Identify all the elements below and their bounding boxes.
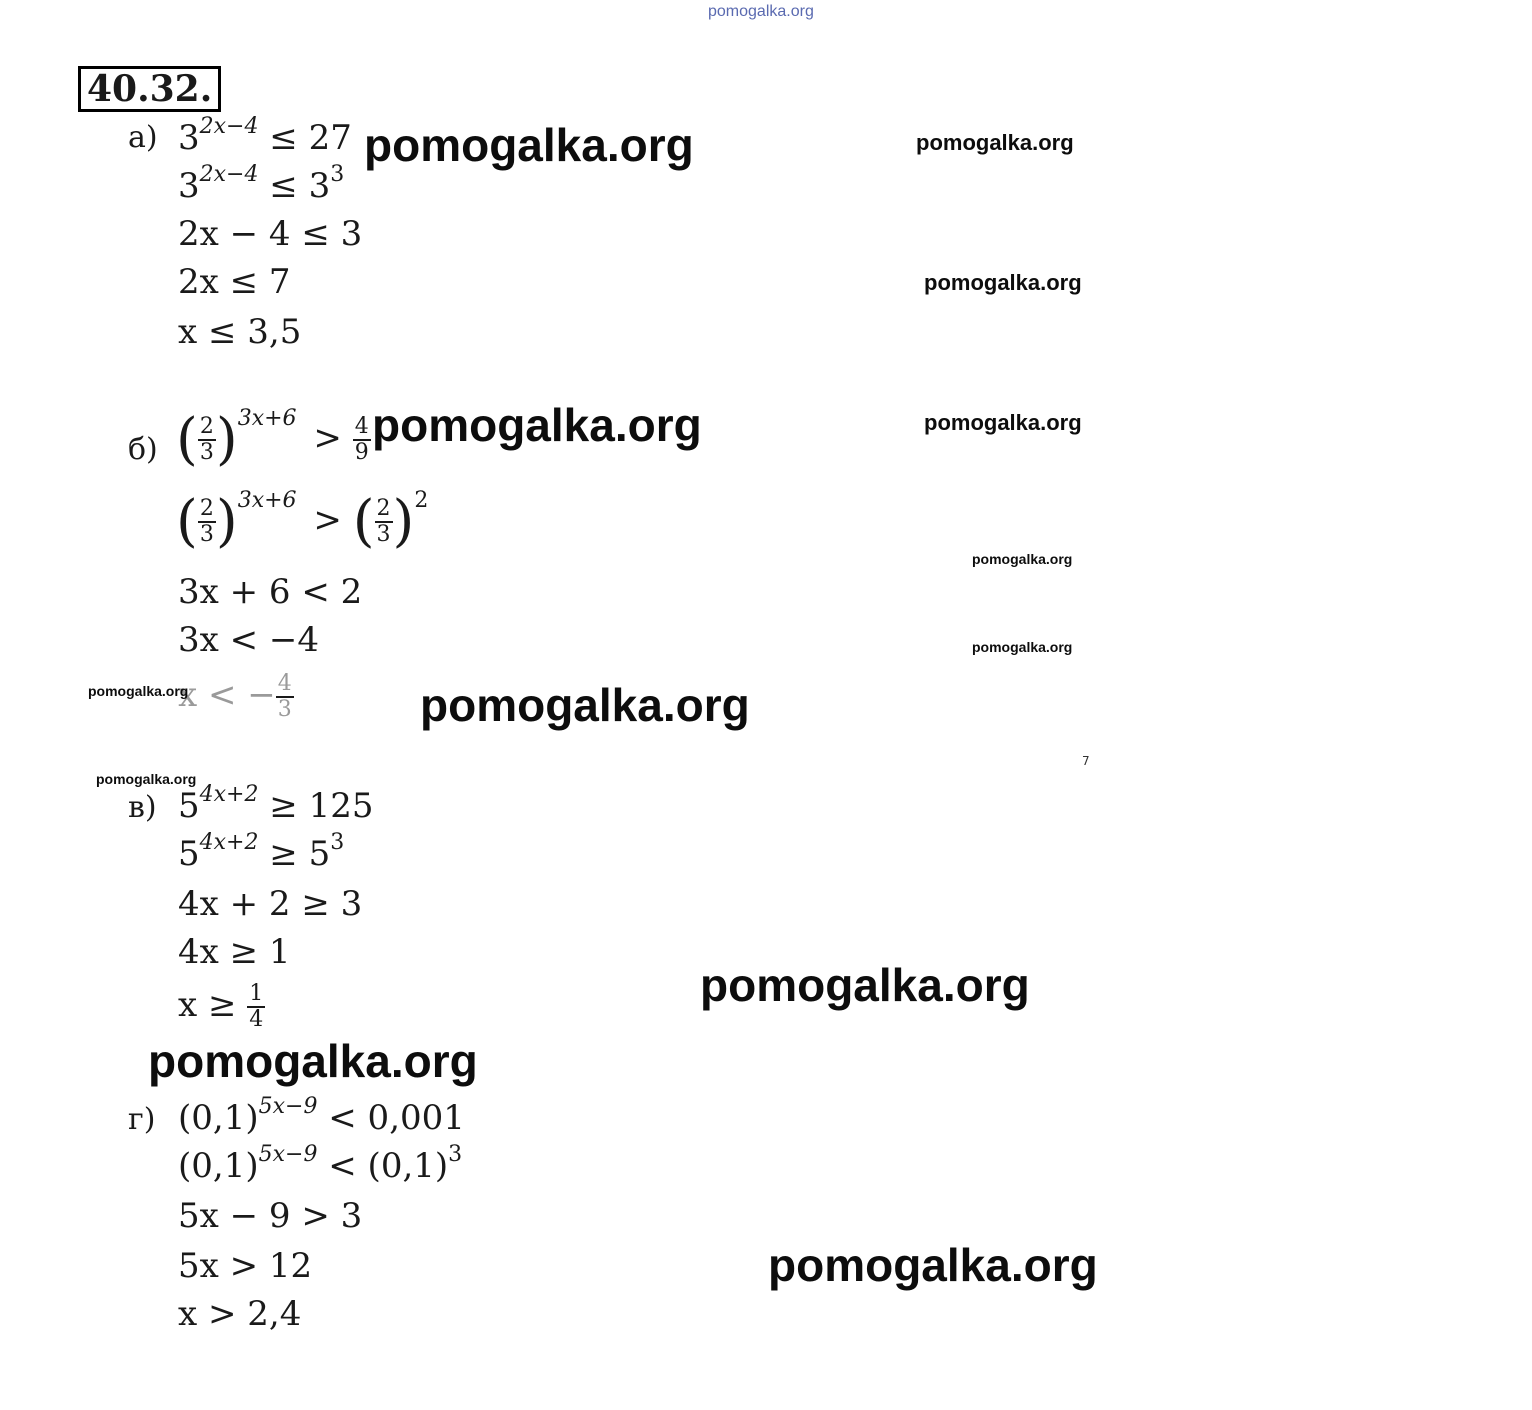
watermark: pomogalka.org bbox=[420, 679, 750, 731]
rhs-exponent: 3 bbox=[330, 162, 345, 187]
part-c-line-4: 4x ≥ 1 bbox=[178, 932, 291, 972]
part-b-line-2: ( $\frac{2}{3}$ )$^{3x+6}$ > ( $\frac{2}{3}$ )$^2$ bbox=[176, 488, 429, 554]
part-c-line-1 bbox=[178, 782, 374, 831]
part-b-line-5 bbox=[178, 672, 294, 722]
part-c-line-5 bbox=[178, 982, 265, 1032]
rhs: ≤ 3 bbox=[258, 166, 331, 206]
exponent: 2x−4 bbox=[199, 114, 259, 139]
rhs-exponent: 2 bbox=[414, 488, 429, 513]
watermark: pomogalka.org bbox=[364, 119, 694, 171]
top-watermark: pomogalka.org bbox=[708, 3, 814, 20]
part-d-label: г) bbox=[128, 1102, 156, 1137]
fraction: $\frac{1}{4}$ bbox=[249, 981, 264, 1032]
part-c-line-3: 4x + 2 ≥ 3 bbox=[178, 884, 363, 924]
part-b-line-4: 3x < −4 bbox=[178, 620, 320, 660]
part-a-label: а) bbox=[128, 120, 158, 155]
watermark: pomogalka.org bbox=[916, 130, 1074, 155]
part-c-line-2 bbox=[178, 830, 345, 879]
problem-number: 40.32. bbox=[78, 66, 221, 112]
part-a-line-4: 2x ≤ 7 bbox=[178, 262, 291, 302]
part-a-line-5: x ≤ 3,5 bbox=[178, 312, 302, 352]
watermark: pomogalka.org bbox=[924, 410, 1082, 435]
base: 5 bbox=[178, 834, 200, 874]
part-a-line-1 bbox=[178, 114, 352, 163]
part-a-line-3: 2x − 4 ≤ 3 bbox=[178, 214, 363, 254]
watermark: pomogalka.org bbox=[768, 1239, 1098, 1291]
part-b-line-1 bbox=[176, 406, 371, 472]
exponent: 5x−9 bbox=[258, 1094, 318, 1119]
rhs: ≤ 27 bbox=[258, 118, 352, 158]
lhs: x ≥ bbox=[178, 985, 248, 1025]
fraction: $\frac{2}{3}$ bbox=[199, 496, 214, 547]
watermark: pomogalka.org bbox=[972, 551, 1073, 567]
fraction: $\frac{4}{3}$ bbox=[277, 671, 292, 722]
rhs: ≥ 5 bbox=[258, 834, 331, 874]
part-b-line-3: 3x + 6 < 2 bbox=[178, 572, 363, 612]
exponent: 2x−4 bbox=[199, 162, 259, 187]
base: 3 bbox=[178, 118, 200, 158]
rhs-exponent: 3 bbox=[330, 830, 345, 855]
fraction: $\frac{2}{3}$ bbox=[199, 414, 214, 465]
part-d-line-4: 5x > 12 bbox=[178, 1246, 313, 1286]
part-a-line-2 bbox=[178, 162, 345, 211]
watermark: pomogalka.org bbox=[372, 399, 702, 451]
exponent: 4x+2 bbox=[199, 830, 259, 855]
watermark: pomogalka.org bbox=[148, 1035, 478, 1087]
exponent: 3x+6 bbox=[237, 488, 297, 513]
watermark: pomogalka.org bbox=[700, 959, 1030, 1011]
rhs-fraction: $\frac{4}{9}$ bbox=[354, 414, 369, 465]
gt-sign: > bbox=[313, 500, 342, 540]
base: 5 bbox=[178, 786, 200, 826]
stray-mark: 7 bbox=[1082, 754, 1090, 768]
base: 3 bbox=[178, 166, 200, 206]
base: (0,1) bbox=[178, 1098, 259, 1138]
part-b-label: б) bbox=[128, 432, 158, 467]
left-paren: ( bbox=[176, 407, 198, 472]
part-c-label: в) bbox=[128, 790, 157, 825]
rhs: < (0,1) bbox=[317, 1146, 449, 1186]
rhs: < 0,001 bbox=[317, 1098, 465, 1138]
gt-sign: > bbox=[313, 418, 342, 458]
part-d-line-2 bbox=[178, 1142, 463, 1191]
part-d-line-5: x > 2,4 bbox=[178, 1294, 302, 1334]
lhs: x < − bbox=[178, 675, 276, 715]
watermark: pomogalka.org bbox=[972, 639, 1073, 655]
exponent: 4x+2 bbox=[199, 782, 259, 807]
watermark: pomogalka.org bbox=[96, 771, 197, 787]
part-d-line-1 bbox=[178, 1094, 465, 1143]
exponent: 3x+6 bbox=[237, 406, 297, 431]
base: (0,1) bbox=[178, 1146, 259, 1186]
watermark: pomogalka.org bbox=[88, 683, 189, 699]
rhs: ≥ 125 bbox=[258, 786, 374, 826]
watermark: pomogalka.org bbox=[924, 270, 1082, 295]
rhs-fraction: $\frac{2}{3}$ bbox=[376, 496, 391, 547]
right-paren: ) bbox=[215, 407, 238, 472]
rhs-exponent: 3 bbox=[448, 1142, 463, 1167]
exponent: 5x−9 bbox=[258, 1142, 318, 1167]
part-d-line-3: 5x − 9 > 3 bbox=[178, 1196, 363, 1236]
